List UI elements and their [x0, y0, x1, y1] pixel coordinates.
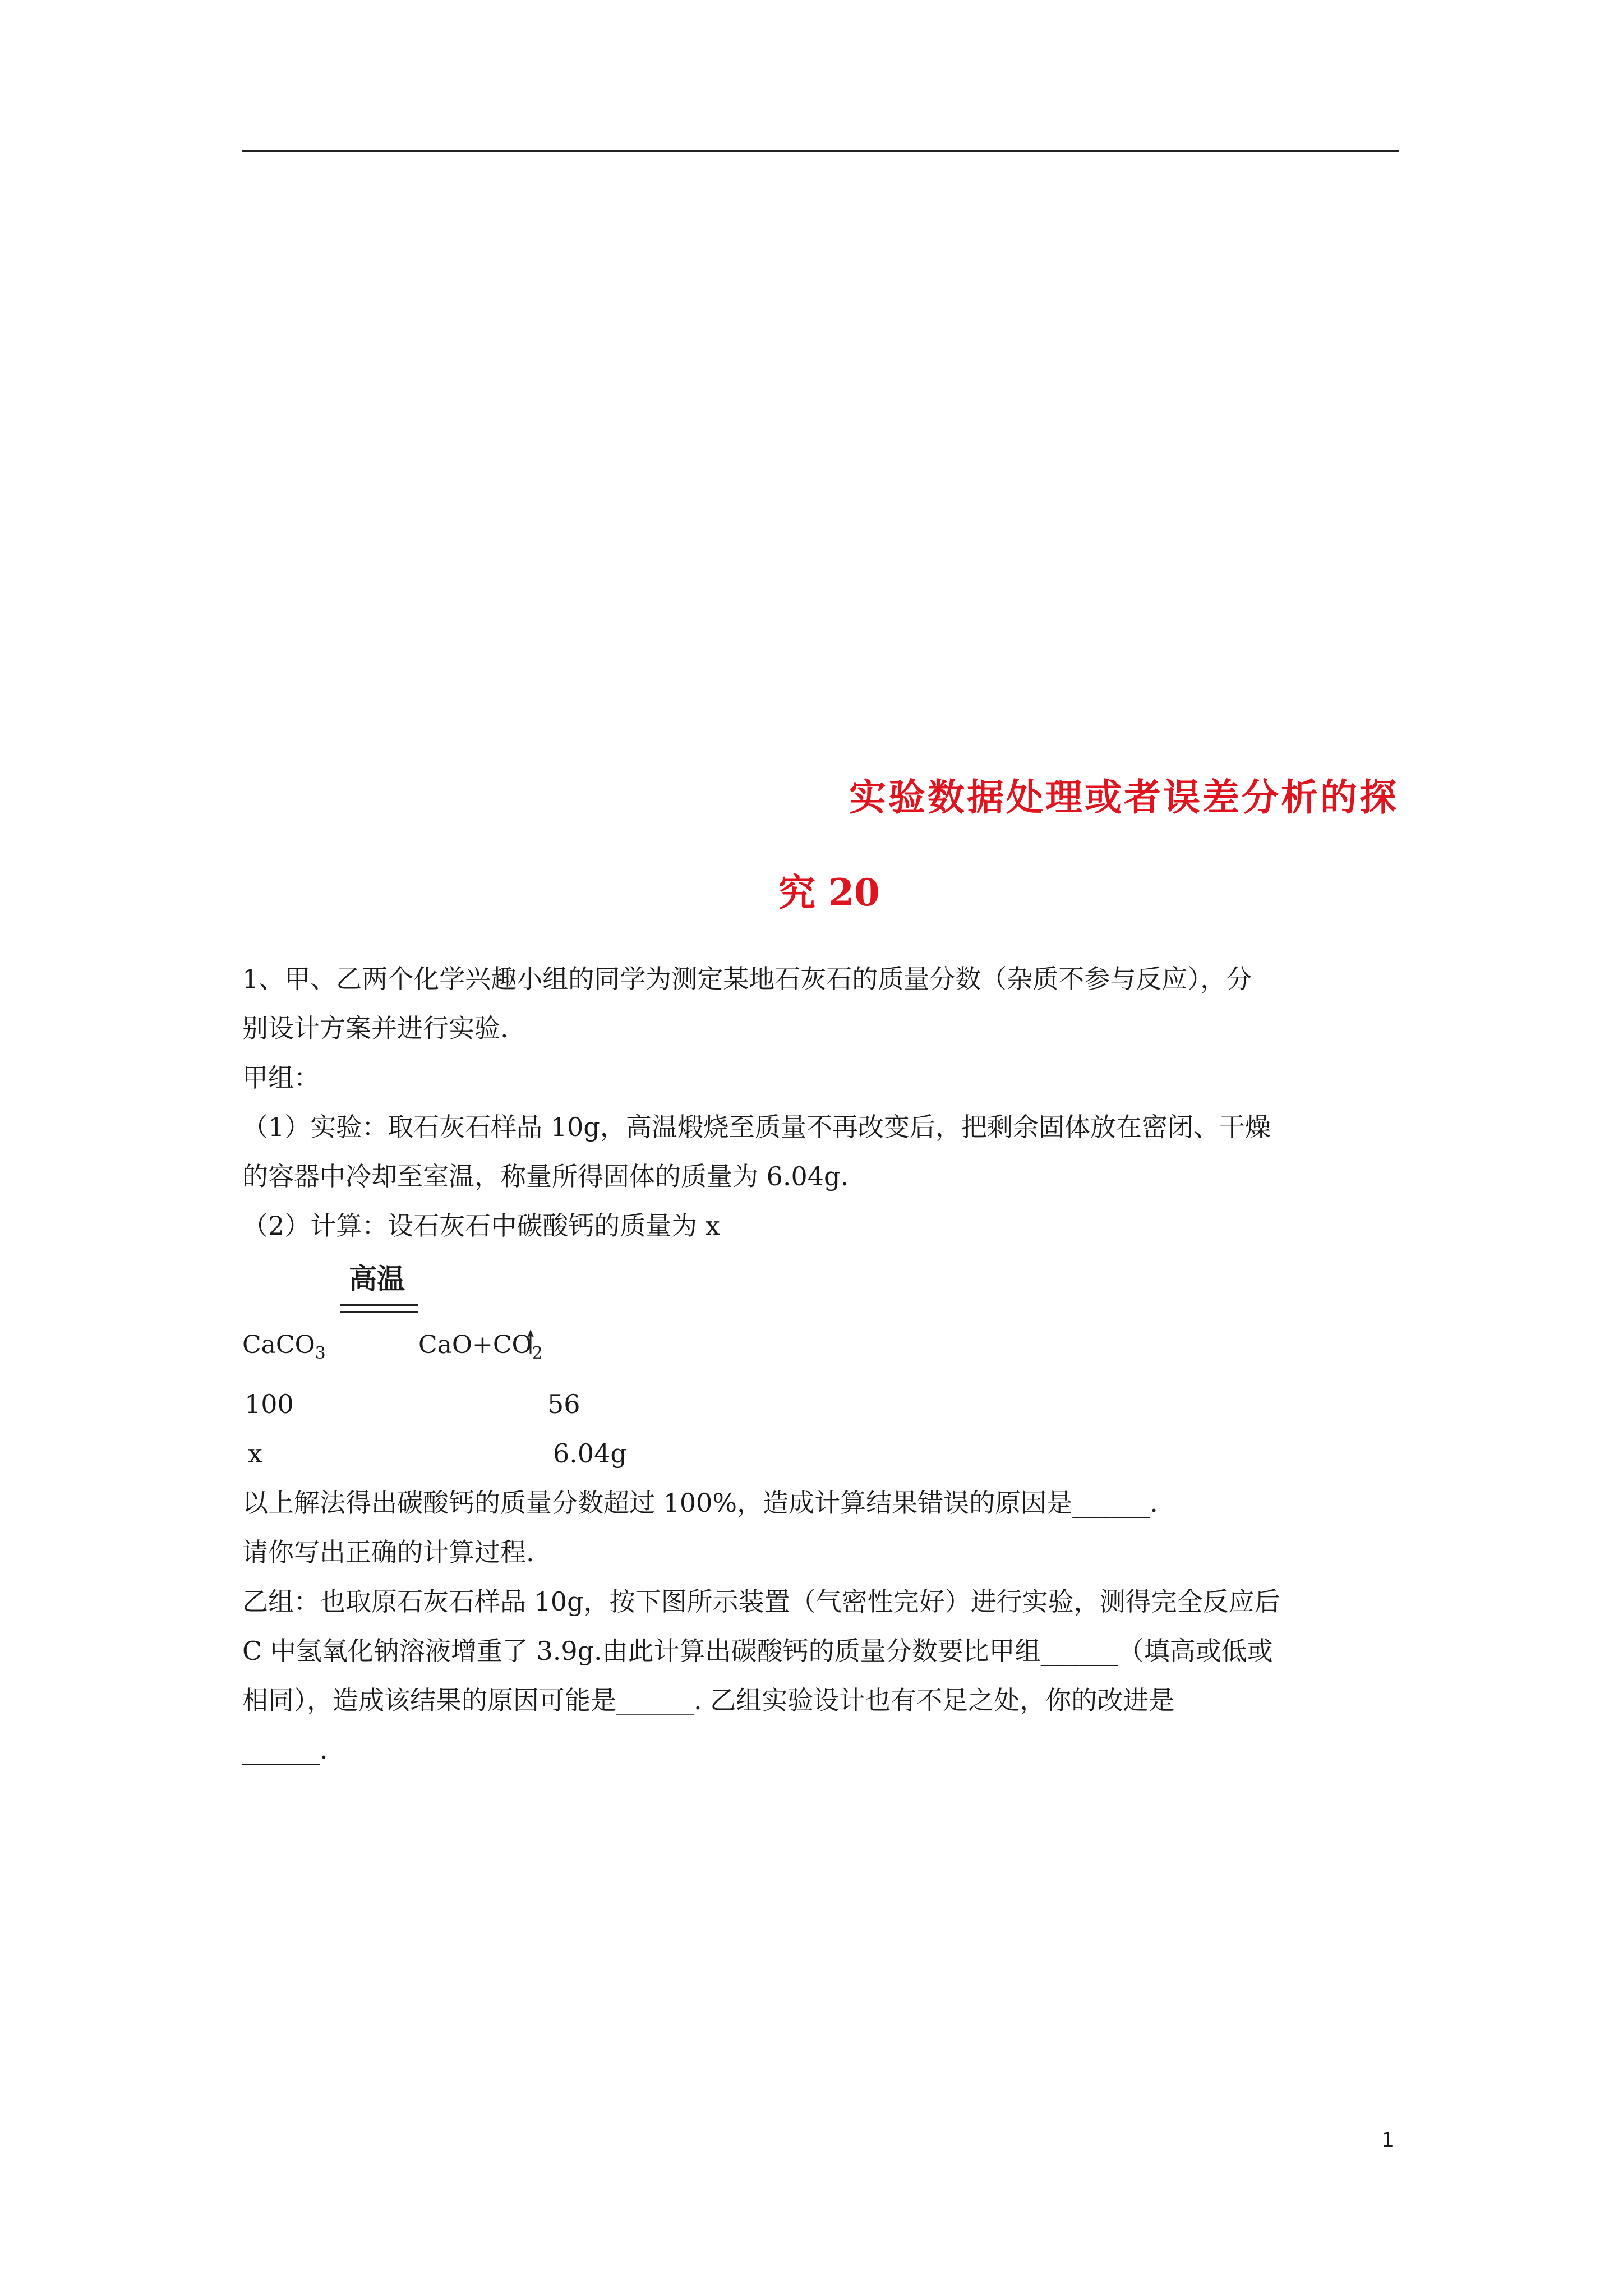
error-reason-line: 以上解法得出碳酸钙的质量分数超过 100%，造成计算结果错误的原因是______.: [242, 1488, 1158, 1518]
group-yi-line1: 乙组：也取原石灰石样品 10g，按下图所示装置（气密性完好）进行实验，测得完全反应后: [242, 1586, 1280, 1617]
reaction-condition: 高温: [349, 1263, 405, 1295]
group-yi-line2: C 中氢氧化钠溶液增重了 3.9g.由此计算出碳酸钙的质量分数要比甲组______（填高或低或: [242, 1636, 1273, 1666]
document-title-line1: 实验数据处理或者误差分析的探: [849, 775, 1399, 819]
group-yi-line4: ______.: [242, 1734, 328, 1765]
step1-line1: （1）实验：取石灰石样品 10g，高温煅烧至质量不再改变后，把剩余固体放在密闭、干燥: [242, 1112, 1271, 1142]
question-intro-line2: 别设计方案并进行实验.: [242, 1013, 509, 1043]
ratio-right-value: 56: [547, 1389, 580, 1419]
equation-double-bar-bottom: [340, 1311, 418, 1313]
group-yi-line3: 相同），造成该结果的原因可能是______. 乙组实验设计也有不足之处，你的改进是: [242, 1685, 1175, 1715]
correct-process-line: 请你写出正确的计算过程.: [242, 1537, 534, 1567]
document-title-line2: 究 20: [778, 871, 880, 914]
question-intro-line1: 1、甲、乙两个化学兴趣小组的同学为测定某地石灰石的质量分数（杂质不参与反应），分: [242, 964, 1252, 994]
group-jia-heading: 甲组：: [242, 1062, 320, 1093]
header-rule: [242, 150, 1399, 152]
gas-up-arrow-icon: [526, 1328, 535, 1355]
equation-products: $CaO+CO_2$: [418, 1331, 543, 1363]
equation-double-bar-top: [340, 1304, 418, 1306]
step2-line: （2）计算：设石灰石中碳酸钙的质量为 x: [242, 1211, 720, 1241]
equation-reactant: CaCO$_3$: [242, 1331, 326, 1363]
unknown-left-value: x: [248, 1438, 262, 1469]
page-number: 1: [1381, 2129, 1394, 2152]
ratio-left-value: 100: [245, 1389, 294, 1419]
step1-line2: 的容器中冷却至室温，称量所得固体的质量为 6.04g.: [242, 1161, 849, 1191]
unknown-right-value: 6.04g: [553, 1438, 627, 1469]
